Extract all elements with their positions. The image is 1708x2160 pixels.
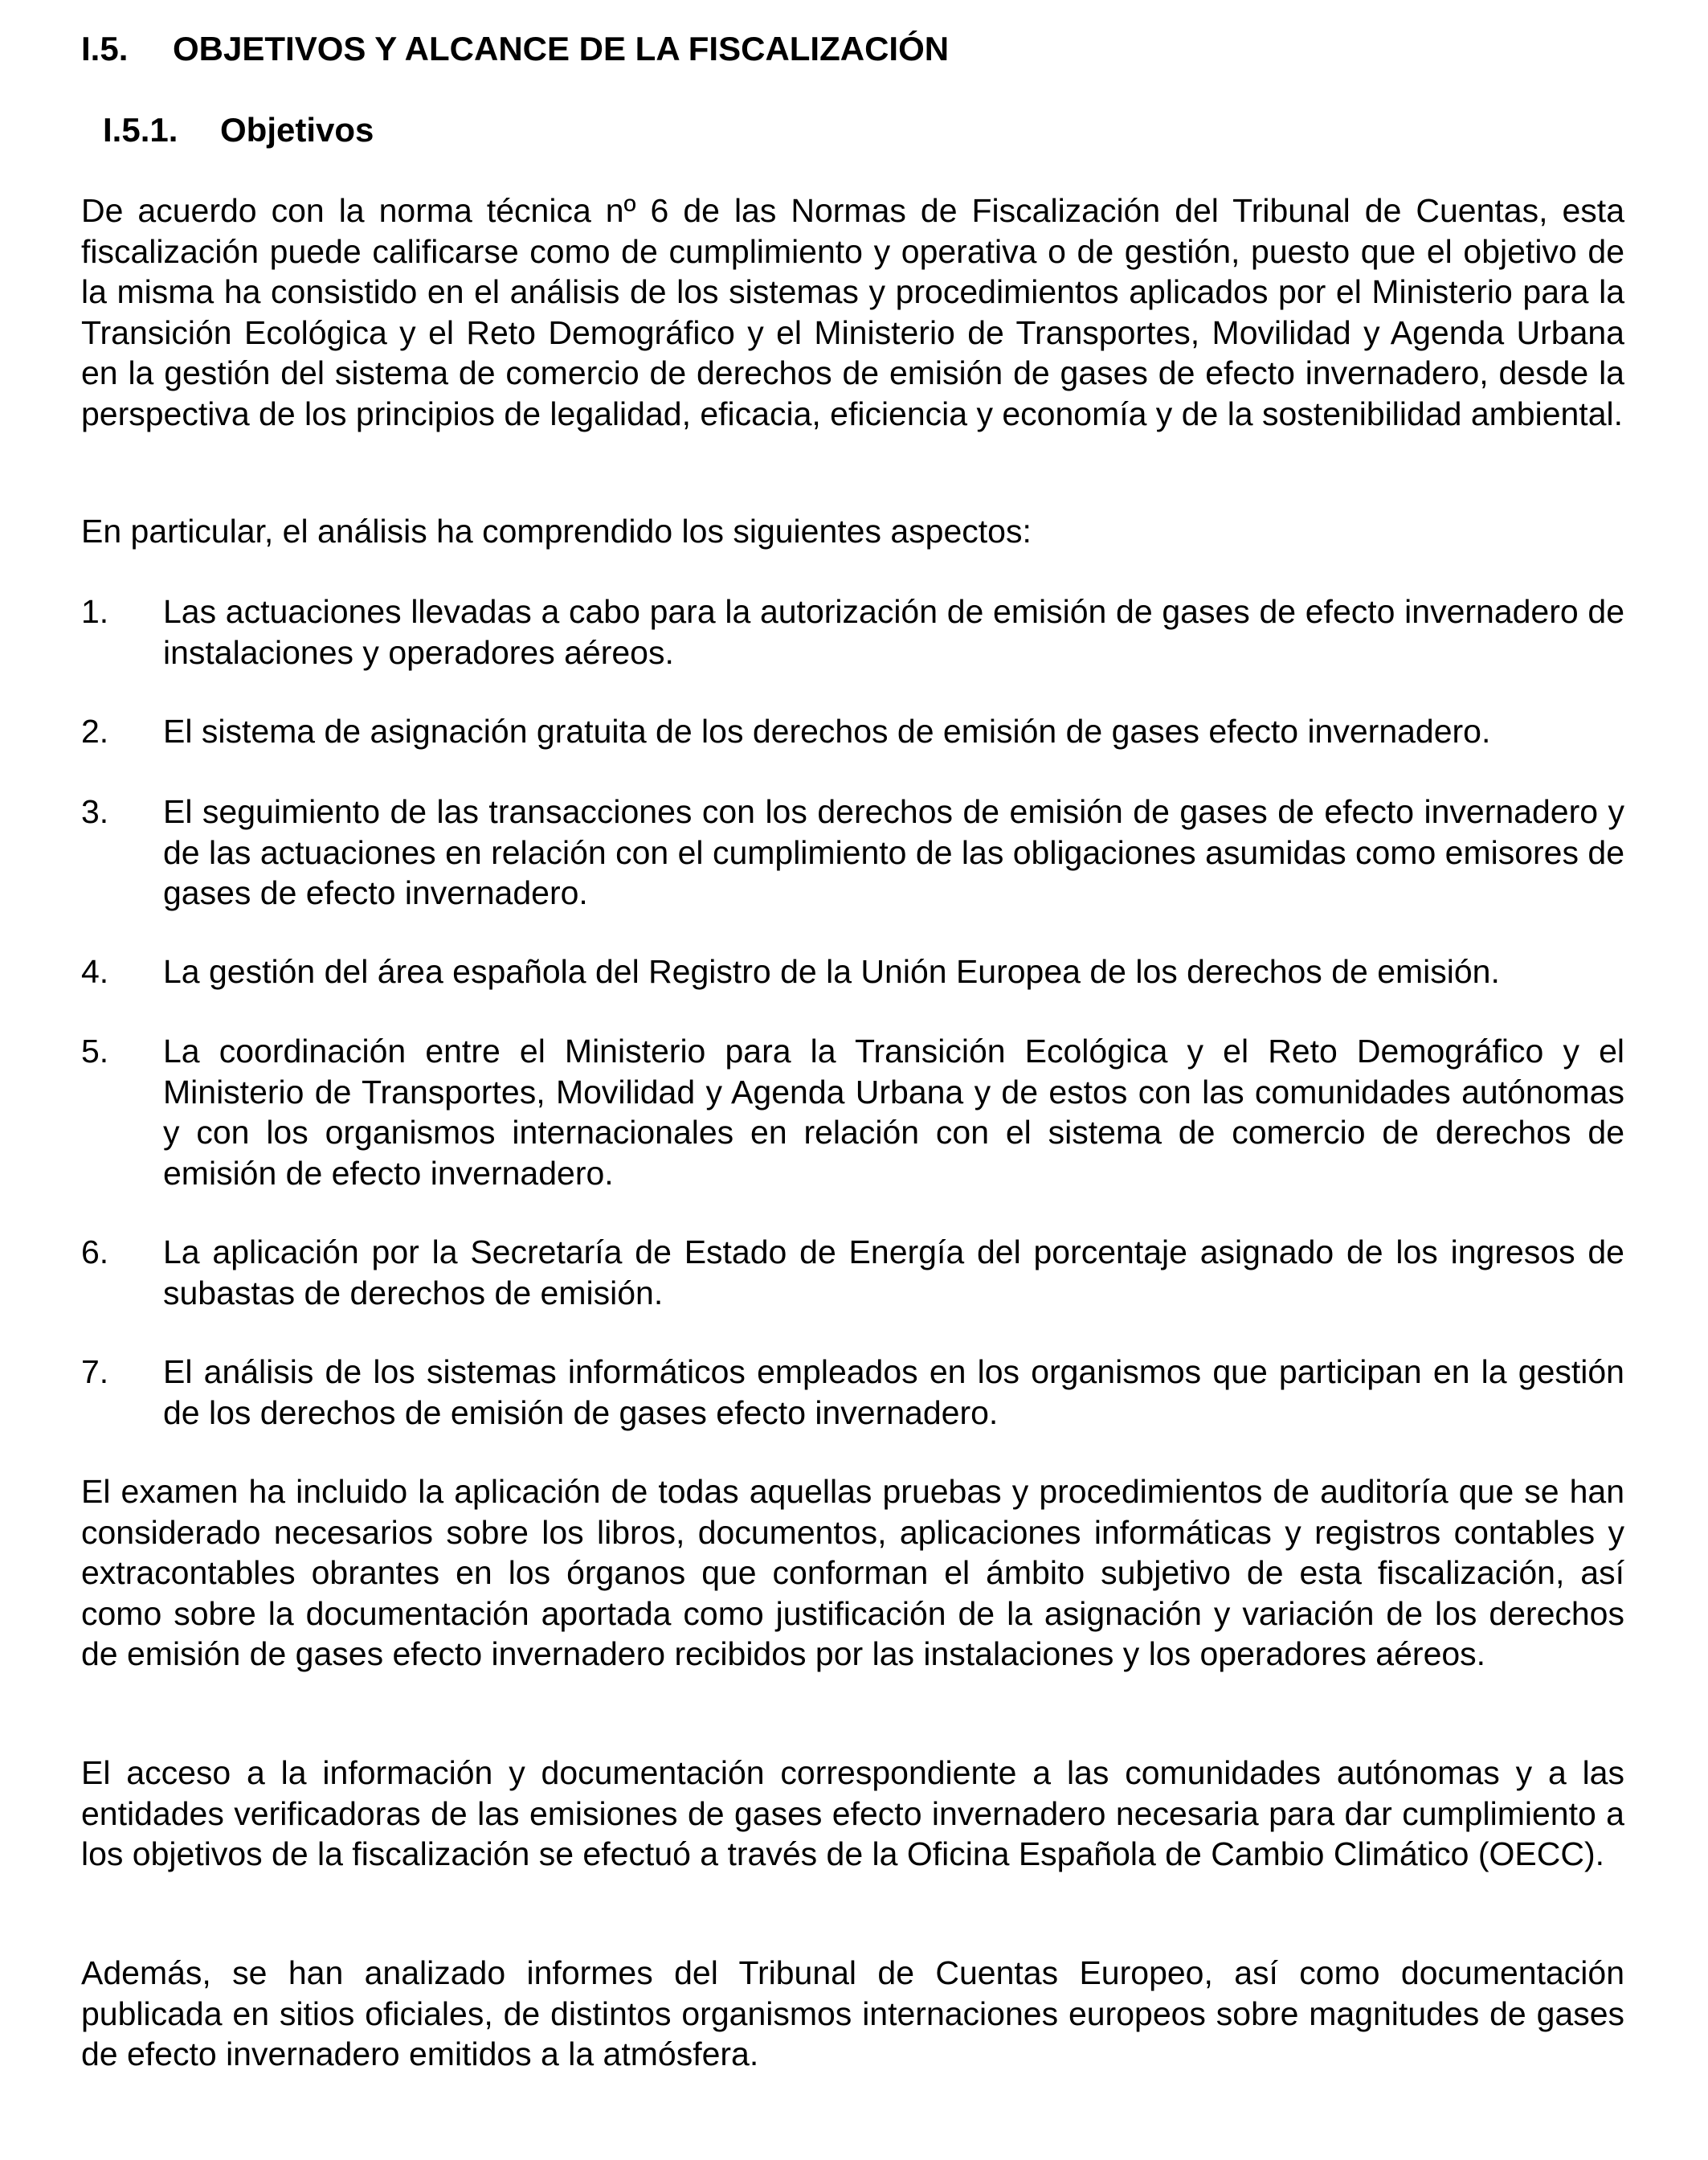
paragraph-ademas: Además, se han analizado informes del Tribunal de Cuentas Europeo, así como documentación publicada en sitios oficiales, de distintos organismos internaciones europeos sobre magnitudes de gases de efecto invernadero emitidos a la atmósfera.: [81, 1954, 1624, 2072]
list-item-text: La aplicación por la Secretaría de Estado de Energía del porcentaje asignado de los ingresos de subastas de derechos de emisión.: [163, 1233, 1624, 1311]
subsection-number: I.5.1.: [103, 111, 178, 149]
list-item-number: 6.: [81, 1233, 109, 1270]
list-item-number: 7.: [81, 1353, 109, 1390]
list-item-text: Las actuaciones llevadas a cabo para la autorización de emisión de gases de efecto invernadero de instalaciones y operadores aéreos.: [163, 593, 1624, 671]
list-item-text: La gestión del área española del Registro de la Unión Europea de los derechos de emisión.: [163, 953, 1500, 990]
list-item-text: El sistema de asignación gratuita de los derechos de emisión de gases efecto invernadero.: [163, 713, 1491, 750]
subsection-title: Objetivos: [220, 111, 374, 149]
list-item-text: El análisis de los sistemas informáticos empleados en los organismos que participan en la gestión de los derechos de emisión de gases efecto invernadero.: [163, 1353, 1624, 1431]
list-item-text: El seguimiento de las transacciones con los derechos de emisión de gases de efecto invernadero y de las actuaciones en relación con el cumplimiento de las obligaciones asumidas como emisores de gases de efecto invernadero.: [163, 793, 1624, 911]
intro-paragraph: De acuerdo con la norma técnica nº 6 de las Normas de Fiscalización del Tribunal de Cuentas, esta fiscalización puede calificarse como de cumplimiento y operativa o de gestión, puesto que el objetivo de la misma ha consistido en el análisis de los sistemas y procedimientos aplicados por el Ministerio para la Transición Ecológica y el Reto Demográfico y el Ministerio de Transportes, Movilidad y Agenda Urbana en la gestión del sistema de comercio de derechos de emisión de gases de efecto invernadero, desde la perspectiva de los principios de legalidad, eficacia, eficiencia y economía y de la sostenibilidad ambiental.: [81, 192, 1624, 432]
list-item: [81, 711, 1624, 752]
list-item: [81, 951, 1624, 992]
list-intro: En particular, el análisis ha comprendido los siguientes aspectos:: [81, 513, 1032, 550]
list-item: [81, 792, 1624, 914]
list-item: [81, 1352, 1624, 1433]
subsection-heading: [103, 110, 374, 150]
list-item-number: 4.: [81, 953, 109, 990]
section-number: I.5.: [81, 30, 129, 68]
list-item-number: 5.: [81, 1033, 109, 1070]
list-item: [81, 1232, 1624, 1313]
section-heading: [81, 29, 949, 69]
list-item-text: La coordinación entre el Ministerio para la Transición Ecológica y el Reto Demográfico y el Ministerio de Transportes, Movilidad y Agenda Urbana y de estos con las comunidades autónomas y con los organismos internacionales en relación con el sistema de comercio de derechos de emisión de efecto invernadero.: [163, 1033, 1624, 1192]
list-item: [81, 1031, 1624, 1193]
list-item-number: 2.: [81, 713, 109, 750]
paragraph-examen: El examen ha incluido la aplicación de todas aquellas pruebas y procedimientos de auditoría que se han considerado necesarios sobre los libros, documentos, aplicaciones informáticas y registros contables y extracontables obrantes en los órganos que conforman el ámbito subjetivo de esta fiscalización, así como sobre la documentación aportada como justificación de la asignación y variación de los derechos de emisión de gases efecto invernadero recibidos por las instalaciones y los operadores aéreos.: [81, 1473, 1624, 1672]
list-item-number: 3.: [81, 793, 109, 830]
list-item: [81, 591, 1624, 673]
paragraph-acceso: El acceso a la información y documentación correspondiente a las comunidades autónomas y a las entidades verificadoras de las emisiones de gases efecto invernadero necesaria para dar cumplimiento a los objetivos de la fiscalización se efectuó a través de la Oficina Española de Cambio Climático (OECC).: [81, 1754, 1624, 1872]
section-title: OBJETIVOS Y ALCANCE DE LA FISCALIZACIÓN: [173, 30, 950, 68]
list-item-number: 1.: [81, 593, 109, 630]
